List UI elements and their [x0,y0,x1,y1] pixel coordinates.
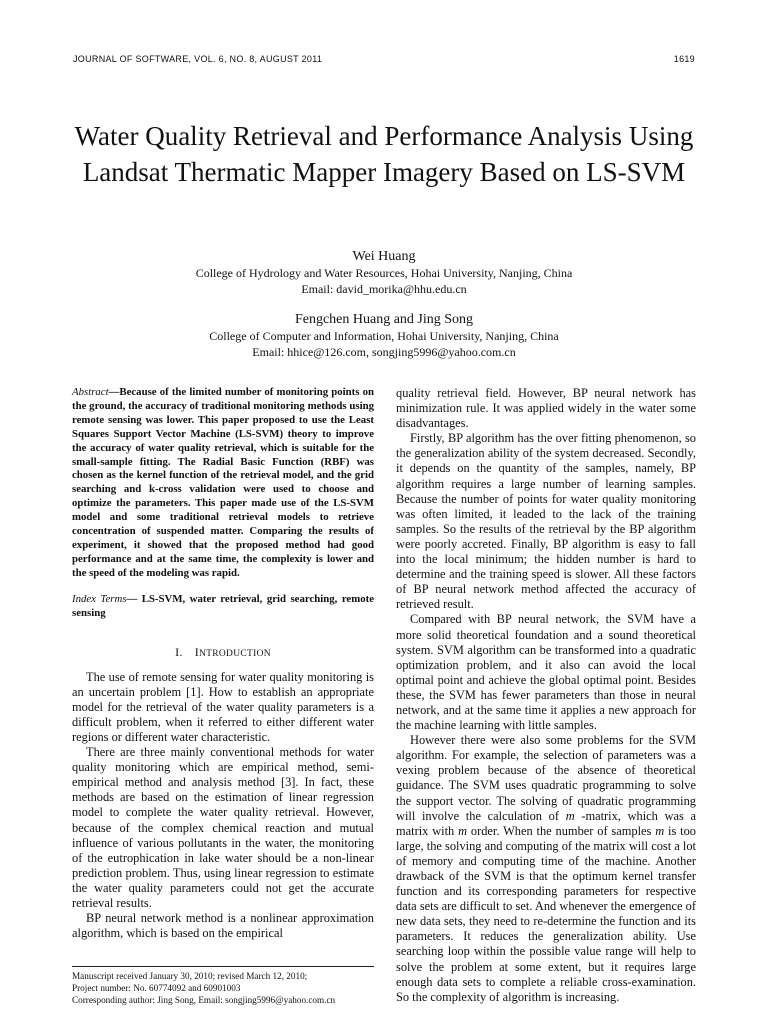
body-paragraph [396,733,696,1005]
abstract [72,386,374,581]
paper-title: Water Quality Retrieval and Performance Analysis Using Landsat Thermatic Mapper Imagery Based on LS-SVM [74,121,694,187]
author-affiliation: College of Hydrology and Water Resources, Hohai University, Nanjing, China [195,266,573,280]
page-number: 1619 [673,54,695,64]
math-m: m [458,823,468,838]
footnote [72,966,374,1007]
journal-name: JOURNAL OF SOFTWARE, VOL. 6, NO. 8, AUGUST 2011 [73,54,323,64]
section-title-rest: NTRODUCTION [199,648,271,659]
section-heading-introduction [72,645,374,662]
body-paragraph: quality retrieval field. However, BP neural network has minimization rule. It was applied widely in the water some disadvantages. [396,386,696,431]
index-terms-label: Index Terms [72,592,127,605]
paragraph-text: -matrix, which was a matrix with [396,808,696,838]
author-names: Wei Huang [352,249,416,264]
right-column [396,386,696,1005]
section-number: I. [175,644,183,659]
author-block-1 [60,248,708,297]
abstract-text: —Because of the limited number of monitoring points on the ground, the accuracy of traditional monitoring methods using remote sensing was lower. This paper proposed to use the Least Squares Support Vector Machine (LS-SVM) theory to improve the accuracy of water quality retrieval, which is suitable for the small-sample fitting. The Radial Basic Function (RBF) was chosen as the kernel function of the retrieval model, and the grid searching and k-cross validation were used to choose and optimize the parameters. This paper made use of the LS-SVM model and some traditional retrieval models to retrieve concentration of suspended matter. Comparing the results of experiment, it showed that the proposed method had good performance and at the same time, the complexity is lower and the speed of the modeling was rapid. [72,386,374,579]
body-paragraph: Firstly, BP algorithm has the over fitting phenomenon, so the generalization ability of the system decreased. Secondly, it depends on the quantity of the samples, namely, BP algorithm requires a large number of learning samples. Because the number of points for water quality monitoring was often limited, it leaded to the lack of the training samples. So the results of the retrieval by the BP algorithm were poorly accreted. Finally, BP algorithm is easy to fall into the local minimum; the hidden number is hard to determine and the training speed is slower. All these factors of BP neural network method affected the accuracy of retrieved result. [396,431,696,612]
index-terms [72,593,374,621]
author-names: Fengchen Huang and Jing Song [294,312,474,327]
body-paragraph: There are three mainly conventional methods for water quality monitoring which are empirical method, semi-empirical method and analysis method [3]. In fact, these methods are based on the estimation of linear regression model to complete the water quality retrieval. However, because of the complex chemical reaction and mutual influence of various pollutants in the water, the monitoring of the eutrophication in lake water should be a non-linear prediction problem. Thus, using linear regression to estimate the water quality parameters could not get the accurate retrieval results. [72,745,374,910]
author-email: Email: david_morika@hhu.edu.cn [301,282,467,296]
body-paragraph: Compared with BP neural network, the SVM have a more solid theoretical foundation and a sound theoretical system. SVM algorithm can be transformed into a quadratic optimization problem, and it also can avoid the local optimal point and achieve the global optimal point. Besides these, the SVM has fewer parameters than those in neural network, and at the same time it applies a new approach for the machine learning with little samples. [396,612,696,733]
paragraph-text: order. When the number of samples [467,823,656,838]
index-terms-text: — LS-SVM, water retrieval, grid searching, remote sensing [72,592,375,619]
abstract-label: Abstract [72,386,109,398]
author-affiliation: College of Computer and Information, Hohai University, Nanjing, China [209,329,559,343]
paragraph-text: is too large, the solving and computing of the matrix will cost a lot of memory and computing time of the machine. Another drawback of the SVM is that the optimum kernel transfer function and its corresponding parameters for respective data sets are difficult to set. And whenever the emergence of new data sets, they need to re-determine the function and its parameters. It reduces the generalization ability. Use searching loop within the possible value range will help to solve the problem at some extent, but it requires large enough data sets to complete a reliable cross-examination. So the complexity of algorithm is increasing. [396,823,696,1004]
math-m: m [655,823,665,838]
footnote-corresponding: Corresponding author: Jing Song, Email: songjing5996@yahoo.com.cn [72,995,336,1006]
footnote-received: Manuscript received January 30, 2010; revised March 12, 2010; [72,971,308,981]
section-title-initial: I [194,644,199,659]
author-block-2 [60,311,708,360]
running-header [73,54,695,64]
body-paragraph: The use of remote sensing for water quality monitoring is an uncertain problem [1]. How to establish an appropriate model for the retrieval of the water quality parameters is a difficult problem, when it referred to either different water regions or different water characteristic. [72,669,374,744]
math-m: m [565,808,575,823]
author-email: Email: hhice@126.com, songjing5996@yahoo.com.cn [252,345,516,359]
left-column [72,386,374,941]
body-paragraph: BP neural network method is a nonlinear approximation algorithm, which is based on the empirical [72,911,374,941]
paragraph-text: However there were also some problems for the SVM algorithm. For example, the selection of parameters was a vexing problem because of the absence of theoretical guidance. The SVM uses quadratic programming to solve the support vector. The solving of quadratic programming will involve the calculation of [396,733,696,823]
footnote-project: Project number: No. 60774092 and 60901003 [72,983,241,994]
